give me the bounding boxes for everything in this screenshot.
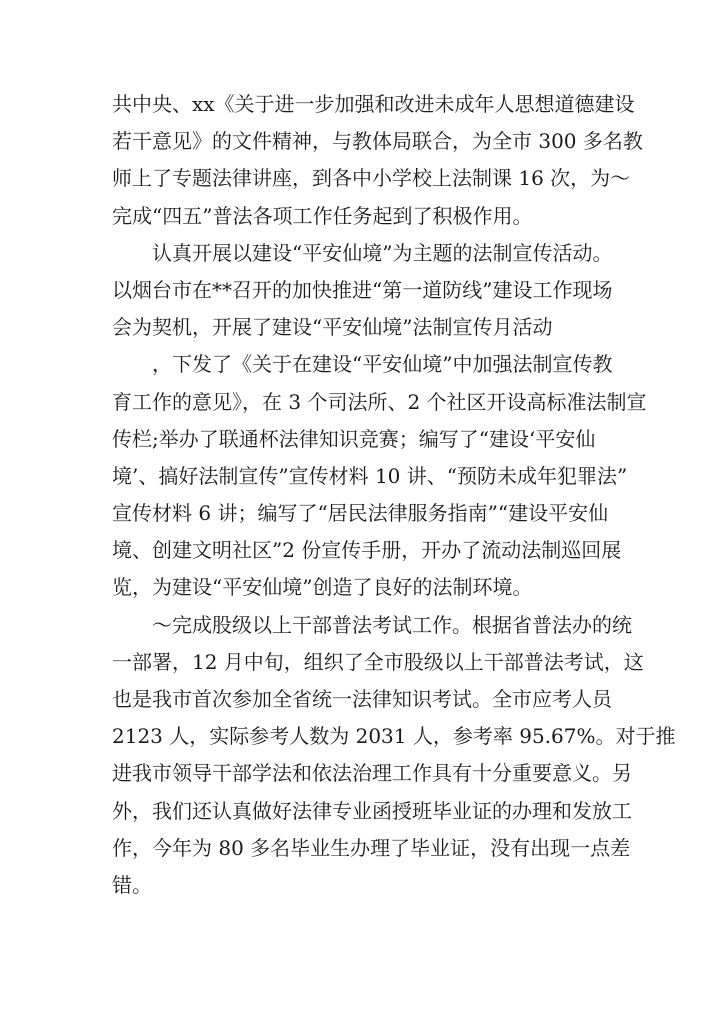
text-line: 作，今年为 80 多名毕业生办理了毕业证，没有出现一点差 xyxy=(112,835,631,860)
text-line: 以烟台市在**召开的加快推进“第一道防线”建设工作现场 xyxy=(112,277,613,302)
text-line: 览，为建设“平安仙境”创造了良好的法制环境。 xyxy=(112,575,533,600)
text-line: 2123 人，实际参考人数为 2031 人，参考率 95.67%。对于推 xyxy=(112,724,676,749)
text-line: 共中央、xx《关于进一步加强和改进未成年人思想道德建设 xyxy=(112,92,635,116)
text-line: 境’、搞好法制宣传”宣传材料 10 讲、“预防未成年犯罪法” xyxy=(112,463,628,488)
text-line: 育工作的意见》，在 3 个司法所、2 个社区开设高标准法制宣 xyxy=(112,389,647,414)
text-line: 宣传材料 6 讲；编写了“居民法律服务指南”“建设平安仙 xyxy=(112,501,609,526)
text-line: 一部署，12 月中旬，组织了全市股级以上干部普法考试，这 xyxy=(112,649,644,674)
paragraph-start-line: 认真开展以建设“平安仙境”为主题的法制宣传活动。 xyxy=(152,240,613,265)
document-body xyxy=(112,86,676,904)
text-line: 外，我们还认真做好法律专业函授班毕业证的办理和发放工 xyxy=(112,798,632,823)
text-line: 完成“四五”普法各项工作任务起到了积极作用。 xyxy=(112,203,533,228)
paragraph-start-line: ～完成股级以上干部普法考试工作。根据省普法办的统 xyxy=(152,612,632,637)
text-line: 境、创建文明社区”2 份宣传手册，开办了流动法制巡回展 xyxy=(112,538,622,563)
text-line: 也是我市首次参加全省统一法律知识考试。全市应考人员 xyxy=(112,687,612,711)
text-line: 师上了专题法律讲座，到各中小学校上法制课 16 次，为～ xyxy=(112,166,631,191)
paragraph-start-line: ，下发了《关于在建设“平安仙境”中加强法制宣传教 xyxy=(152,352,613,377)
text-line: 传栏;举办了联通杯法律知识竞赛；编写了“建设‘平安仙 xyxy=(112,426,596,451)
text-line: 若干意见》的文件精神，与教体局联合，为全市 300 多名教 xyxy=(112,129,643,154)
text-line: 错。 xyxy=(112,872,152,897)
text-line: 会为契机，开展了建设“平安仙境”法制宣传月活动 xyxy=(112,315,553,340)
text-line: 进我市领导干部学法和依法治理工作具有十分重要意义。另 xyxy=(112,761,632,786)
